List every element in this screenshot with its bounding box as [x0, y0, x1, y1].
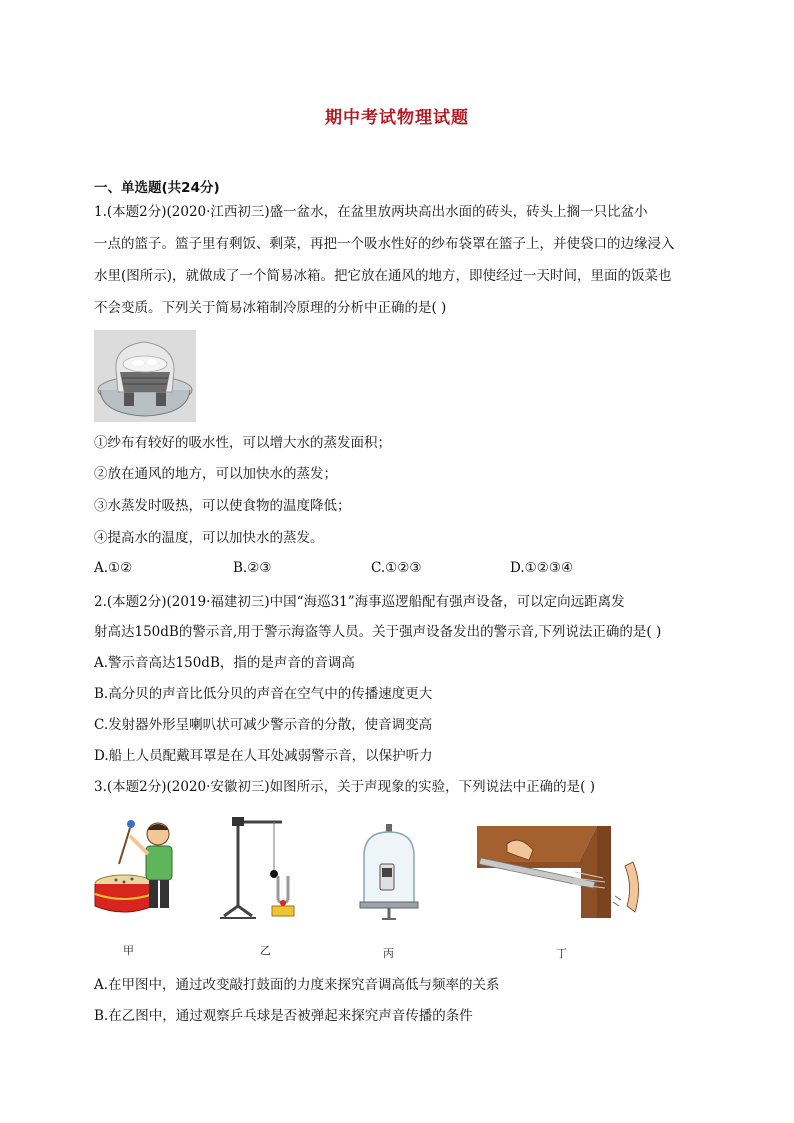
- q1-option-b: B.②③: [233, 560, 272, 576]
- q2-line-2: 射高达150dB的警示音,用于警示海盗等人员。关于强声设备发出的警示音,下列说法正确的是( ): [94, 624, 662, 640]
- caption-bing: 丙: [383, 947, 394, 960]
- q3-line-1: 3.(本题2分)(2020·安徽初三)如图所示，关于声现象的实验，下列说法中正确的是( ): [94, 779, 596, 795]
- q2-option-a: A.警示音高达150dB，指的是声音的音调高: [94, 655, 355, 671]
- q2-line-1: 2.(本题2分)(2019·福建初三)中国“海巡31”海事巡逻船配有强声设备，可以定向远距离发: [94, 594, 625, 610]
- q1-line-2: 一点的篮子。篮子里有剩饭、剩菜，再把一个吸水性好的纱布袋罩在篮子上，并使袋口的边缘浸入: [94, 236, 675, 252]
- q3-option-a: A.在甲图中，通过改变敲打鼓面的力度来探究音调高低与频率的关系: [94, 977, 500, 993]
- q2-option-b: B.高分贝的声音比低分贝的声音在空气中的传播速度更大: [94, 686, 433, 702]
- q1-statement-3: ③水蒸发时吸热，可以使食物的温度降低；: [94, 498, 351, 514]
- q1-option-c: C.①②③: [371, 560, 422, 576]
- q1-option-d: D.①②③④: [510, 560, 574, 576]
- q1-option-a: A.①②: [94, 560, 133, 576]
- q1-line-3: 水里(图所示)，就做成了一个简易冰箱。把它放在通风的地方，即使经过一天时间，里面的饭菜也: [94, 268, 672, 284]
- caption-jia: 甲: [123, 944, 134, 957]
- q2-option-c: C.发射器外形呈喇叭状可减少警示音的分散，使音调变高: [94, 717, 433, 733]
- ruler-figure: [477, 826, 645, 918]
- q2-option-d: D.船上人员配戴耳罩是在人耳处减弱警示音，以保护听力: [94, 748, 433, 764]
- q1-statement-4: ④提高水的温度，可以加快水的蒸发。: [94, 530, 324, 546]
- q3-option-b: B.在乙图中，通过观察乒乓球是否被弹起来探究声音传播的条件: [94, 1008, 473, 1024]
- bell-jar-figure: [356, 822, 422, 922]
- q1-line-1: 1.(本题2分)(2020·江西初三)盛一盆水，在盆里放两块高出水面的砖头，砖头上搁一只比盆小: [94, 204, 648, 220]
- q1-line-4: 不会变质。下列关于简易冰箱制冷原理的分析中正确的是( ): [94, 300, 447, 316]
- drum-figure: [94, 814, 186, 918]
- page-title: 期中考试物理试题: [325, 108, 469, 128]
- section-heading: 一、单选题(共24分): [94, 180, 220, 196]
- caption-yi: 乙: [260, 944, 271, 957]
- simple-fridge-figure: [94, 330, 196, 422]
- q1-statement-1: ①纱布有较好的吸水性，可以增大水的蒸发面积；: [94, 435, 391, 451]
- q1-statement-2: ②放在通风的地方，可以加快水的蒸发；: [94, 466, 337, 482]
- tuning-fork-figure: [216, 814, 300, 920]
- caption-ding: 丁: [556, 947, 567, 960]
